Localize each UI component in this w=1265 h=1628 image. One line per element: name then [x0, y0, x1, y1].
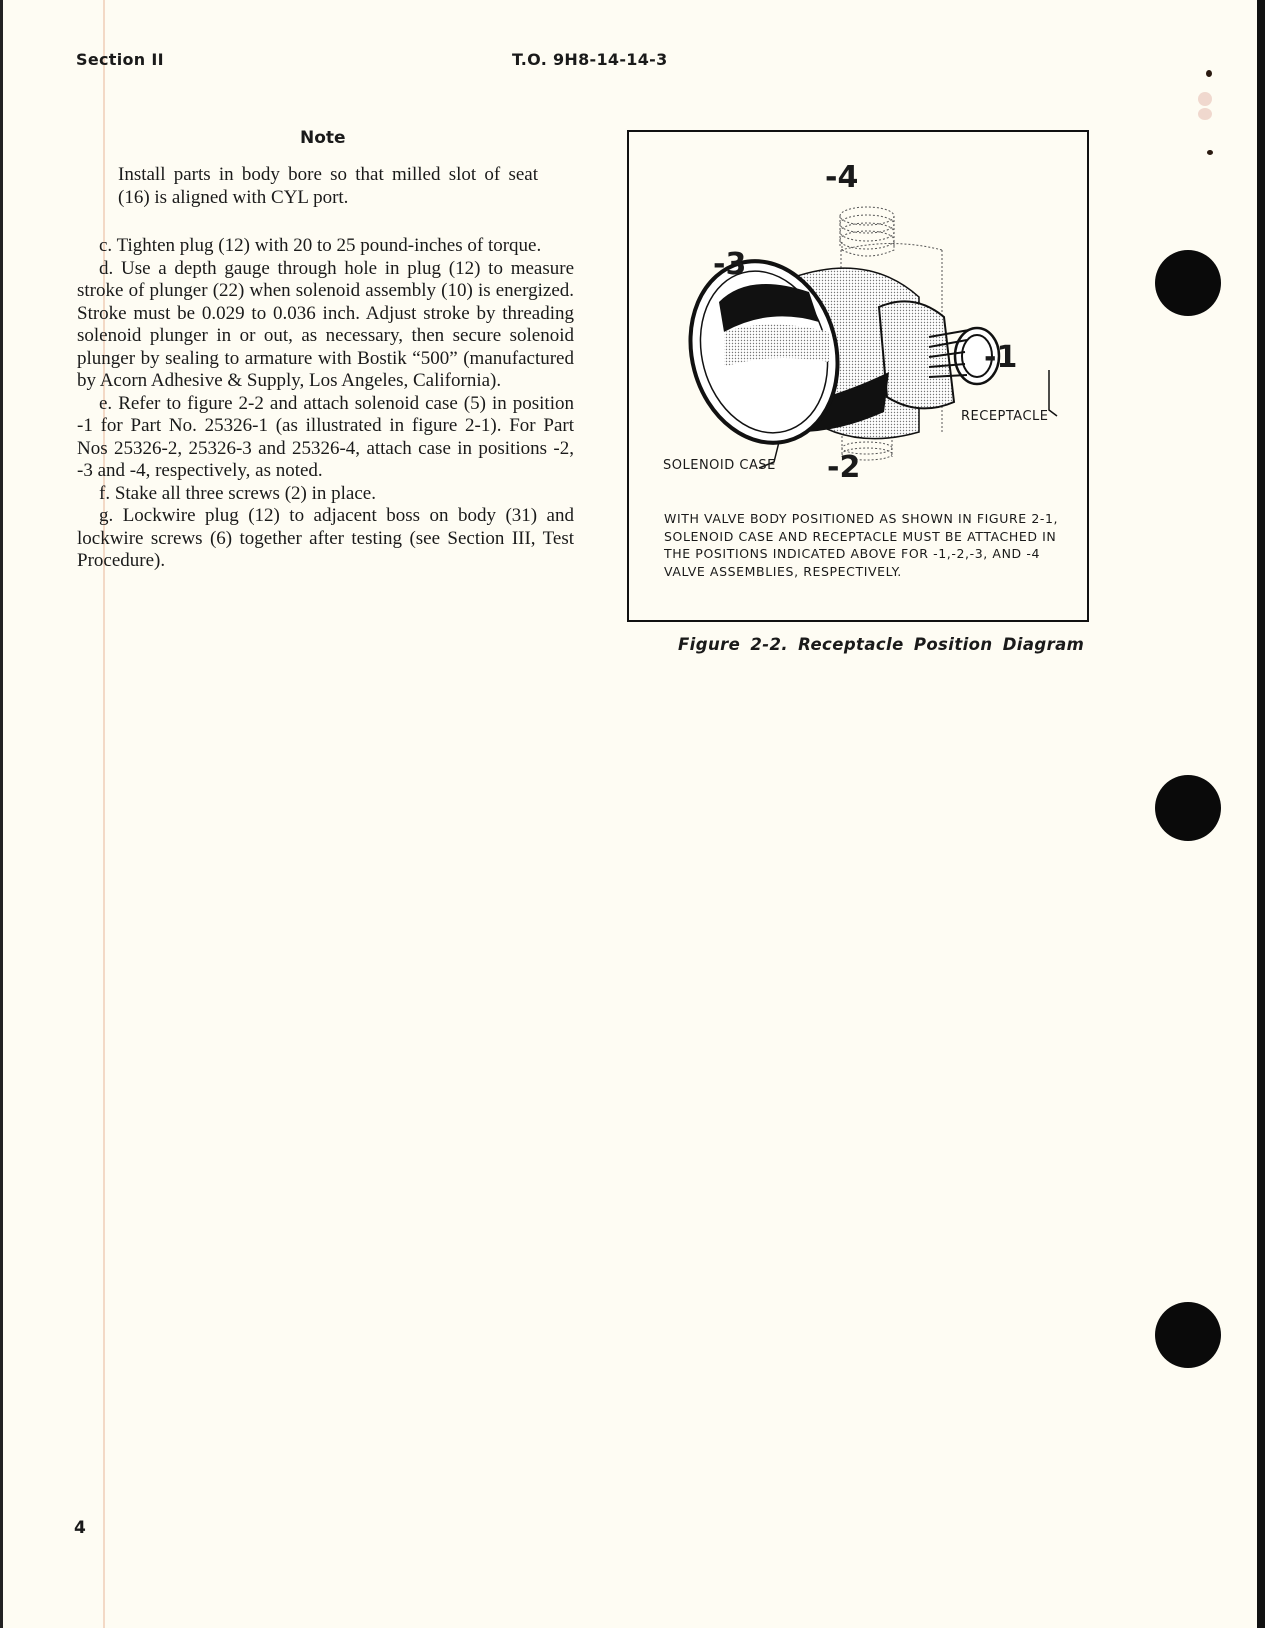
- position-label-minus-3: -3: [713, 247, 747, 282]
- page-mark: [1207, 150, 1213, 155]
- page-edge-left: [0, 0, 3, 1628]
- section-header: Section II: [76, 50, 164, 69]
- page-stain: [1198, 92, 1212, 106]
- punch-hole-top: [1155, 250, 1221, 316]
- page-edge-right: [1257, 0, 1265, 1628]
- position-label-minus-2: -2: [827, 450, 861, 485]
- figure-note: WITH VALVE BODY POSITIONED AS SHOWN IN FIGURE 2-1, SOLENOID CASE AND RECEPTACLE MUST BE ATTACHED IN THE POSITIONS INDICATED ABOVE FOR -1,-2,-3, AND -4 VALVE ASSEMBLIES, RESPECTIVELY.: [664, 511, 1059, 579]
- procedure-steps: [77, 235, 574, 573]
- page-mark: [1206, 70, 1212, 77]
- note-body: Install parts in body bore so that milled slot of seat (16) is aligned with CYL port.: [118, 164, 538, 208]
- receptacle-callout: RECEPTACLE: [961, 409, 1049, 424]
- position-label-minus-1: -1: [984, 340, 1018, 375]
- step-e: e. Refer to figure 2-2 and attach solenoid case (5) in position -1 for Part No. 25326-1 (as illustrated in figure 2-1). For Part Nos 25326-2, 25326-3 and 25326-4, attach case in positions -2, -3 and -4, respectively, as noted.: [77, 392, 574, 481]
- doc-number: T.O. 9H8-14-14-3: [512, 50, 668, 69]
- punch-hole-bottom: [1155, 1302, 1221, 1368]
- step-g: g. Lockwire plug (12) to adjacent boss on body (31) and lockwire screws (6) together after testing (see Section III, Test Procedure).: [77, 505, 574, 571]
- solenoid-case-callout: SOLENOID CASE: [663, 458, 776, 473]
- page-stain: [1198, 108, 1212, 120]
- step-d: d. Use a depth gauge through hole in plug (12) to measure stroke of plunger (22) when solenoid assembly (10) is energized. Stroke must be 0.029 to 0.036 inch. Adjust stroke by threading solenoid plunger in or out, as necessary, then secure solenoid plunger by sealing to armature with Bostik “500” (manufactured by Acorn Adhesive & Supply, Los Angeles, California).: [77, 257, 574, 391]
- figure-caption: Figure 2-2. Receptacle Position Diagram: [678, 635, 1085, 654]
- figure-2-2: [627, 130, 1089, 622]
- position-label-minus-4: -4: [825, 160, 859, 195]
- page-number: 4: [74, 1518, 86, 1538]
- step-c: c. Tighten plug (12) with 20 to 25 pound-inches of torque.: [99, 235, 542, 256]
- punch-hole-middle: [1155, 775, 1221, 841]
- step-f: f. Stake all three screws (2) in place.: [99, 482, 376, 504]
- note-title: Note: [300, 128, 346, 148]
